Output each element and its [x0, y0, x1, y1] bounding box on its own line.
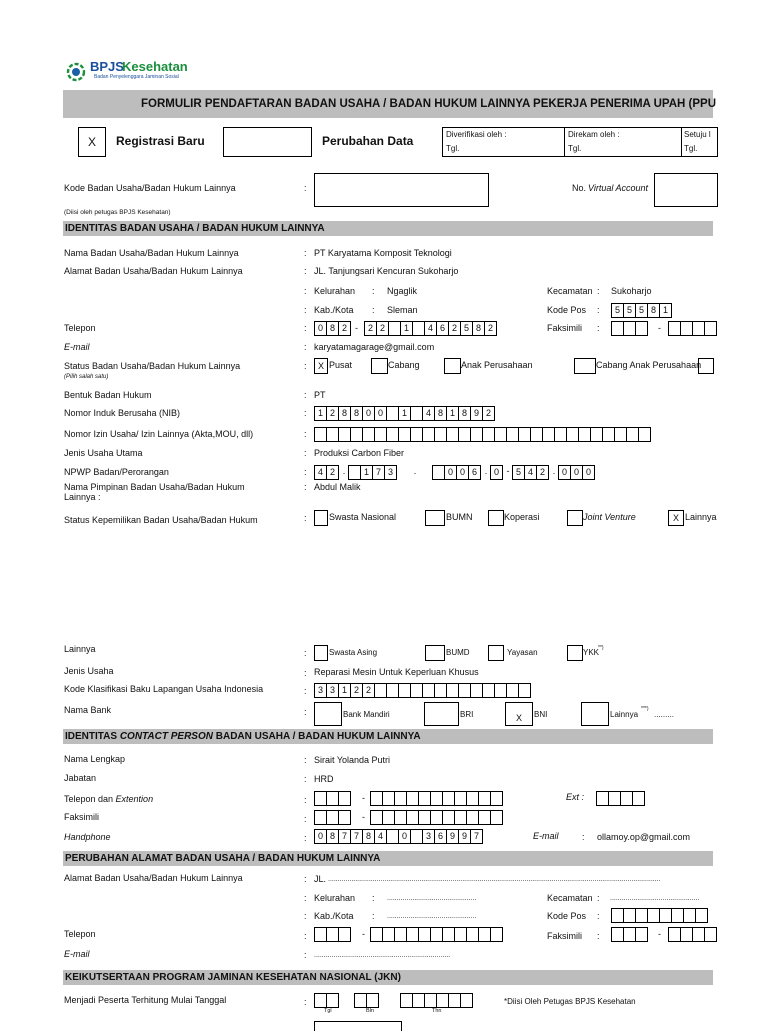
- faksimili-number-grid[interactable]: [668, 321, 717, 336]
- status-pusat-label: Pusat: [329, 360, 353, 370]
- cp-faksimili-cell[interactable]: [490, 810, 503, 825]
- pa-telepon-area-grid[interactable]: [314, 927, 351, 942]
- nib-cell[interactable]: 1: [446, 406, 459, 421]
- section-perubahan-alamat: PERUBAHAN ALAMAT BADAN USAHA / BADAN HUKUM LAINNYA: [63, 851, 713, 866]
- cp-handphone-cell[interactable]: 4: [374, 829, 387, 844]
- npwp-label: NPWP Badan/Perorangan: [64, 467, 169, 477]
- cp-handphone-label: Handphone: [64, 832, 111, 842]
- kode-pos-cell[interactable]: 8: [647, 303, 660, 318]
- bank-mandiri-checkbox[interactable]: [314, 702, 342, 726]
- cp-handphone-cell[interactable]: 8: [326, 829, 339, 844]
- perubahan-data-label: Perubahan Data: [322, 134, 414, 148]
- status-anak-checkbox[interactable]: [444, 358, 461, 374]
- status-note: (Pilih salah satu): [64, 374, 109, 380]
- izin-usaha-cell[interactable]: [638, 427, 651, 442]
- milik-bumn-checkbox[interactable]: [425, 510, 445, 526]
- milik-yayasan-checkbox[interactable]: [488, 645, 504, 661]
- kode-note: (Diisi oleh petugas BPJS Kesehatan): [64, 209, 171, 216]
- nib-cell[interactable]: 1: [398, 406, 411, 421]
- status-cabang-label: Cabang: [388, 360, 420, 370]
- nib-grid[interactable]: [314, 406, 495, 421]
- cp-ext-grid[interactable]: [596, 791, 645, 806]
- section-contact-person-b: CONTACT PERSON: [119, 731, 213, 742]
- milik-koperasi-checkbox[interactable]: [488, 510, 504, 526]
- status-cabang-checkbox[interactable]: [371, 358, 388, 374]
- virtual-account-label: Virtual Account: [588, 183, 649, 193]
- cp-jabatan-label: Jabatan: [64, 773, 97, 783]
- jkn-thn-grid[interactable]: [400, 993, 473, 1008]
- faksimili-label: Faksimili: [547, 323, 582, 333]
- telepon-area-grid[interactable]: [314, 321, 351, 336]
- form-title-bar: [63, 90, 717, 118]
- pa-telepon-number-grid[interactable]: [370, 927, 503, 942]
- npwp-cell[interactable]: 2: [536, 465, 549, 480]
- kode-pos-grid[interactable]: [611, 303, 672, 318]
- bpjs-logo-icon: [66, 62, 86, 82]
- pimpinan-value: Abdul Malik: [314, 482, 361, 492]
- cp-faksimili-cell[interactable]: [338, 810, 351, 825]
- nib-cell[interactable]: 8: [338, 406, 351, 421]
- kbli-cell[interactable]: 3: [326, 683, 339, 698]
- kecamatan-label: Kecamatan: [547, 286, 593, 296]
- npwp-cell[interactable]: 2: [326, 465, 339, 480]
- nib-cell[interactable]: 2: [326, 406, 339, 421]
- cp-email-value: ollamoy.op@gmail.com: [597, 832, 691, 842]
- logo-subtitle: Badan Penyelenggara Jaminan Sosial: [94, 74, 179, 80]
- npwp-cell[interactable]: 1: [360, 465, 373, 480]
- bank-bri-label: BRI: [460, 710, 474, 719]
- milik-asing-label: Swasta Asing: [329, 648, 378, 657]
- kode-badan-usaha-input[interactable]: [314, 173, 489, 207]
- jkn-thn-label: Thn: [432, 1008, 442, 1014]
- faksimili-cell[interactable]: [635, 321, 648, 336]
- telepon-cell[interactable]: 5: [460, 321, 473, 336]
- milik-bumd-checkbox[interactable]: [425, 645, 445, 661]
- setuju-label: Setuju l: [684, 130, 711, 139]
- virtual-account-input[interactable]: [654, 173, 718, 207]
- izin-usaha-label: Nomor Izin Usaha/ Izin Lainnya (Akta,MOU, dll): [64, 429, 254, 439]
- cp-telepon-area-grid[interactable]: [314, 791, 351, 806]
- telepon-label: Telepon: [64, 323, 96, 333]
- pimpinan-label: Nama Pimpinan Badan Usaha/Badan Hukum Lainnya :: [64, 482, 245, 502]
- milik-bumd-label: BUMD: [446, 648, 470, 657]
- milik-swasta-checkbox[interactable]: [314, 510, 328, 526]
- jkn-mulai-label: Menjadi Peserta Terhitung Mulai Tanggal: [64, 995, 227, 1005]
- milik-yayasan-label: Yayasan: [507, 648, 538, 657]
- nib-cell[interactable]: 8: [458, 406, 471, 421]
- cp-handphone-cell[interactable]: 0: [314, 829, 327, 844]
- kelurahan-label: Kelurahan: [314, 286, 356, 296]
- nib-cell[interactable]: 8: [434, 406, 447, 421]
- telepon-cell[interactable]: 2: [338, 321, 351, 336]
- pa-kode-pos-cell[interactable]: [695, 908, 708, 923]
- faksimili-cell[interactable]: [704, 321, 717, 336]
- kbli-grid[interactable]: [314, 683, 531, 698]
- lainnya-label: Lainnya: [64, 644, 96, 654]
- cp-email-label: E-mail: [533, 831, 559, 841]
- virtual-account-prefix: No.: [572, 183, 587, 193]
- perubahan-data-checkbox[interactable]: [223, 127, 312, 157]
- status-cabang-anak-checkbox[interactable]: [574, 358, 596, 374]
- milik-lainnya-checkbox[interactable]: X: [668, 510, 684, 526]
- nib-cell[interactable]: 0: [374, 406, 387, 421]
- cp-telepon-label-text: Telepon dan: [64, 794, 116, 804]
- milik-ykk-label: YKK: [583, 648, 600, 657]
- cp-handphone-cell[interactable]: 6: [434, 829, 447, 844]
- cp-handphone-cell[interactable]: 7: [338, 829, 351, 844]
- section-contact-person-a: IDENTITAS: [65, 731, 120, 742]
- status-cabang-anak-label: Cabang Anak Perusahaan: [596, 360, 702, 370]
- section-keikutsertaan-jkn: KEIKUTSERTAAN PROGRAM JAMINAN KESEHATAN NASIONAL (JKN): [63, 970, 713, 985]
- kbli-cell[interactable]: 2: [362, 683, 375, 698]
- npwp-cell[interactable]: 0: [582, 465, 595, 480]
- telepon-cell[interactable]: 6: [436, 321, 449, 336]
- bpjs-logo: [66, 60, 196, 84]
- npwp-cell[interactable]: 0: [456, 465, 469, 480]
- nama-badan-usaha-value: PT Karyatama Komposit Teknologi: [314, 248, 452, 258]
- cp-handphone-cell[interactable]: 0: [398, 829, 411, 844]
- nama-bank-label: Nama Bank: [64, 705, 112, 715]
- pa-email-label: E-mail: [64, 949, 90, 959]
- milik-jv-checkbox[interactable]: [567, 510, 583, 526]
- kode-badan-usaha-label: Kode Badan Usaha/Badan Hukum Lainnya: [64, 183, 236, 193]
- cp-extention-label: Extention: [115, 794, 154, 804]
- kbli-cell[interactable]: 2: [350, 683, 363, 698]
- kbli-cell[interactable]: 1: [338, 683, 351, 698]
- pa-kab-kota-label: Kab./Kota: [314, 911, 354, 921]
- cp-jabatan-value: HRD: [314, 774, 334, 784]
- registrasi-baru-checkbox[interactable]: X: [78, 127, 106, 157]
- npwp-cell[interactable]: 6: [468, 465, 481, 480]
- telepon-number-grid[interactable]: [364, 321, 497, 336]
- cp-handphone-cell[interactable]: 9: [446, 829, 459, 844]
- telepon-cell[interactable]: 2: [376, 321, 389, 336]
- pa-alamat-label: Alamat Badan Usaha/Badan Hukum Lainnya: [64, 873, 243, 883]
- npwp-cell[interactable]: 0: [444, 465, 457, 480]
- pa-faksimili-label: Faksimili: [547, 931, 582, 941]
- kode-pos-cell[interactable]: 5: [623, 303, 636, 318]
- npwp-cell[interactable]: 4: [314, 465, 327, 480]
- kode-pos-label: Kode Pos: [547, 305, 587, 315]
- pa-faksimili-area-grid[interactable]: [611, 927, 648, 942]
- milik-koperasi-label: Koperasi: [504, 512, 540, 522]
- milik-asing-checkbox[interactable]: [314, 645, 328, 661]
- cp-faksimili-number-grid[interactable]: [370, 810, 503, 825]
- direkam-label: Direkam oleh :: [568, 130, 620, 139]
- status-other-checkbox[interactable]: [698, 358, 714, 374]
- npwp-separator: .: [484, 466, 488, 476]
- jkn-bln-grid[interactable]: [354, 993, 379, 1008]
- pa-kecamatan-dots[interactable]: ..............................................: [610, 895, 700, 902]
- bentuk-badan-hukum-label: Bentuk Badan Hukum: [64, 390, 152, 400]
- pa-faksimili-cell[interactable]: [635, 927, 648, 942]
- section-contact-person: [63, 729, 713, 744]
- kab-kota-value: Sleman: [387, 305, 418, 315]
- alamat-label: Alamat Badan Usaha/Badan Hukum Lainnya: [64, 266, 243, 276]
- milik-bumn-label: BUMN: [446, 512, 473, 522]
- npwp-cell[interactable]: 5: [512, 465, 525, 480]
- kbli-cell[interactable]: 3: [314, 683, 327, 698]
- logo-brand-2: Kesehatan: [122, 59, 188, 74]
- telepon-cell[interactable]: 2: [484, 321, 497, 336]
- milik-swasta-label: Swasta Nasional: [329, 512, 397, 522]
- cp-handphone-cell[interactable]: 9: [458, 829, 471, 844]
- telepon-cell[interactable]: 0: [314, 321, 327, 336]
- setuju-tgl: Tgl.: [684, 144, 698, 153]
- nib-label: Nomor Induk Berusaha (NIB): [64, 408, 181, 418]
- kbli-label: Kode Klasifikasi Baku Lapangan Usaha Indonesia: [64, 684, 264, 694]
- alamat-value: JL. Tanjungsari Kencuran Sukoharjo: [314, 266, 459, 276]
- bank-bni-checkbox[interactable]: X: [505, 702, 533, 726]
- npwp-cell[interactable]: 0: [490, 465, 503, 480]
- nib-cell[interactable]: 8: [350, 406, 363, 421]
- kbli-cell[interactable]: [518, 683, 531, 698]
- bank-lainnya-label: Lainnya: [610, 710, 639, 719]
- milik-ykk-checkbox[interactable]: [567, 645, 583, 661]
- nib-cell[interactable]: 1: [314, 406, 327, 421]
- pa-jl-label: JL.: [314, 874, 327, 884]
- jkn-tgl-grid[interactable]: [314, 993, 339, 1008]
- bank-bri-checkbox[interactable]: [424, 702, 459, 726]
- pa-kode-pos-label: Kode Pos: [547, 911, 587, 921]
- telepon-cell[interactable]: 8: [326, 321, 339, 336]
- bank-mandiri-label: Bank Mandiri: [343, 710, 390, 719]
- kelurahan-value: Ngaglik: [387, 286, 418, 296]
- bank-bni-label: BNI: [534, 710, 548, 719]
- jkn-tgl-label: Tgl: [324, 1008, 332, 1014]
- kab-kota-label: Kab./Kota: [314, 305, 354, 315]
- registrasi-baru-label: Registrasi Baru: [116, 134, 205, 148]
- pa-kelurahan-label: Kelurahan: [314, 893, 356, 903]
- pa-kelurahan-dots[interactable]: ..............................................: [387, 895, 477, 902]
- milik-lainnya-label: Lainnya: [685, 512, 717, 522]
- faksimili-area-grid[interactable]: [611, 321, 648, 336]
- npwp-cell[interactable]: 7: [372, 465, 385, 480]
- status-badan-usaha-label: Status Badan Usaha/Badan Hukum Lainnya: [64, 361, 241, 371]
- nib-cell[interactable]: 9: [470, 406, 483, 421]
- telepon-cell[interactable]: 2: [364, 321, 377, 336]
- section-contact-person-c: BADAN USAHA / BADAN HUKUM LAINNYA: [212, 731, 421, 742]
- bank-lainnya-checkbox[interactable]: [581, 702, 609, 726]
- nib-cell[interactable]: 4: [422, 406, 435, 421]
- npwp-cell[interactable]: 0: [570, 465, 583, 480]
- cp-handphone-cell[interactable]: 3: [422, 829, 435, 844]
- diverifikasi-label: Diverifikasi oleh :: [446, 130, 507, 139]
- section-identitas-badan-usaha: IDENTITAS BADAN USAHA / BADAN HUKUM LAINNYA: [63, 221, 713, 236]
- jenis-usaha-utama-label: Jenis Usaha Utama: [64, 448, 143, 458]
- cp-handphone-cell[interactable]: 7: [470, 829, 483, 844]
- jenis-usaha-label: Jenis Usaha: [64, 666, 114, 676]
- npwp-grid[interactable]: [314, 465, 595, 480]
- bank-lainnya-dots: .........: [654, 710, 675, 719]
- jenis-usaha-value: Reparasi Mesin Untuk Keperluan Khusus: [314, 667, 479, 677]
- kode-pos-cell[interactable]: 5: [635, 303, 648, 318]
- pa-faksimili-number-grid[interactable]: [668, 927, 717, 942]
- bentuk-badan-hukum-value: PT: [314, 390, 326, 400]
- telepon-cell[interactable]: 2: [448, 321, 461, 336]
- email-value: karyatamagarage@gmail.com: [314, 342, 435, 352]
- diverifikasi-tgl: Tgl.: [446, 144, 460, 153]
- nama-badan-usaha-label: Nama Badan Usaha/Badan Hukum Lainnya: [64, 248, 239, 258]
- pa-telepon-label: Telepon: [64, 929, 96, 939]
- status-anak-label: Anak Perusahaan: [461, 360, 533, 370]
- jkn-bln-cell[interactable]: [366, 993, 379, 1008]
- telepon-cell[interactable]: 1: [400, 321, 413, 336]
- kecamatan-value: Sukoharjo: [611, 286, 652, 296]
- jkn-thn-cell[interactable]: [460, 993, 473, 1008]
- form-title: FORMULIR PENDAFTARAN BADAN USAHA / BADAN HUKUM LAINNYA PEKERJA PENERIMA UPAH (PPU: [141, 98, 717, 110]
- cp-nama-label: Nama Lengkap: [64, 754, 126, 764]
- pa-alamat-dots[interactable]: ...........................................................................................................................................................................: [328, 876, 661, 883]
- npwp-separator: -: [506, 466, 510, 476]
- pa-kab-kota-dots[interactable]: ..............................................: [387, 913, 477, 920]
- jkn-tgl-cell[interactable]: [326, 993, 339, 1008]
- npwp-cell[interactable]: 0: [558, 465, 571, 480]
- cp-ext-label: Ext :: [566, 792, 585, 802]
- cp-telepon-cell[interactable]: [490, 791, 503, 806]
- cp-nama-value: Sirait Yolanda Putri: [314, 755, 391, 765]
- status-pusat-checkbox[interactable]: X: [314, 358, 328, 374]
- cp-faksimili-label: Faksimili: [64, 812, 99, 822]
- status-kepemilikan-label: Status Kepemilikan Badan Usaha/Badan Hukum: [64, 515, 258, 525]
- pa-kecamatan-label: Kecamatan: [547, 893, 593, 903]
- npwp-separator: .: [413, 466, 417, 476]
- jkn-bln-label: Bln: [366, 1008, 374, 1014]
- cp-handphone-cell[interactable]: 8: [362, 829, 375, 844]
- jkn-extra-box[interactable]: [314, 1021, 402, 1031]
- milik-jv-label: Joint Venture: [583, 512, 636, 522]
- cp-handphone-cell[interactable]: 7: [350, 829, 363, 844]
- direkam-tgl: Tgl.: [568, 144, 582, 153]
- npwp-cell[interactable]: 3: [384, 465, 397, 480]
- pa-email-dots[interactable]: ......................................................................: [314, 952, 451, 959]
- kode-pos-cell[interactable]: 1: [659, 303, 672, 318]
- cp-ext-cell[interactable]: [632, 791, 645, 806]
- npwp-cell[interactable]: 4: [524, 465, 537, 480]
- npwp-separator: .: [342, 466, 346, 476]
- logo-brand: BPJS: [90, 59, 124, 74]
- cp-faksimili-area-grid[interactable]: [314, 810, 351, 825]
- milik-ykk-footnote: **): [598, 645, 604, 651]
- cp-telepon-cell[interactable]: [338, 791, 351, 806]
- jenis-usaha-utama-value: Produksi Carbon Fiber: [314, 448, 405, 458]
- pa-telepon-cell[interactable]: [338, 927, 351, 942]
- telepon-cell[interactable]: 8: [472, 321, 485, 336]
- cp-telepon-number-grid[interactable]: [370, 791, 503, 806]
- npwp-separator: .: [552, 466, 556, 476]
- izin-usaha-grid[interactable]: [314, 427, 651, 442]
- jkn-note: *Diisi Oleh Petugas BPJS Kesehatan: [504, 997, 636, 1006]
- kode-pos-cell[interactable]: 5: [611, 303, 624, 318]
- telepon-cell[interactable]: 4: [424, 321, 437, 336]
- cp-handphone-grid[interactable]: [314, 829, 483, 844]
- pa-faksimili-cell[interactable]: [704, 927, 717, 942]
- pa-kode-pos-grid[interactable]: [611, 908, 708, 923]
- email-label: E-mail: [64, 342, 90, 352]
- nib-cell[interactable]: 0: [362, 406, 375, 421]
- bank-lainnya-footnote: ***): [641, 706, 649, 712]
- nib-cell[interactable]: 2: [482, 406, 495, 421]
- cp-telepon-label: [64, 794, 153, 805]
- pa-telepon-cell[interactable]: [490, 927, 503, 942]
